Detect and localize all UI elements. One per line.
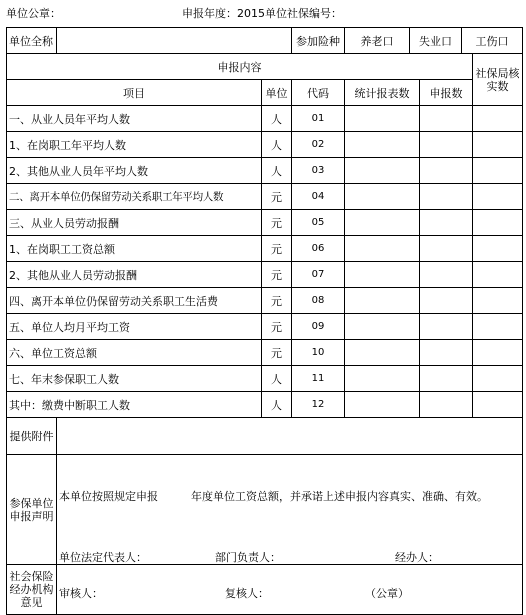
item-name: 六、单位工资总额 [7, 340, 262, 366]
item-name: 其中：缴费中断职工人数 [7, 392, 262, 418]
declaration-year-label: 申报年度：2015单位社保编号： [182, 7, 342, 20]
item-code: 04 [292, 184, 345, 210]
item-name: 三、从业人员劳动报酬 [7, 210, 262, 236]
unemployment-checkbox[interactable]: 失业口 [410, 28, 462, 54]
stat-cell[interactable] [345, 132, 420, 158]
table-row [7, 158, 523, 184]
item-unit: 人 [262, 158, 292, 184]
col-unit-header: 单位 [262, 80, 292, 106]
stat-cell[interactable] [345, 288, 420, 314]
stat-cell[interactable] [345, 314, 420, 340]
verify-cell[interactable] [473, 106, 523, 132]
verify-cell[interactable] [473, 340, 523, 366]
table-row [7, 392, 523, 418]
table-row [7, 340, 523, 366]
table-row [7, 314, 523, 340]
stat-cell[interactable] [345, 392, 420, 418]
item-code: 05 [292, 210, 345, 236]
stat-cell[interactable] [345, 158, 420, 184]
verify-cell[interactable] [473, 184, 523, 210]
stat-cell[interactable] [345, 236, 420, 262]
col-item-header: 项目 [7, 80, 262, 106]
table-row [7, 366, 523, 392]
col-declared-header: 申报数 [420, 80, 473, 106]
declared-cell[interactable] [420, 132, 473, 158]
agency-opinion-area [57, 565, 523, 615]
unit-name-label: 单位全称 [7, 28, 57, 54]
stat-cell[interactable] [345, 340, 420, 366]
legal-rep-label: 单位法定代表人： [59, 551, 147, 564]
declared-cell[interactable] [420, 210, 473, 236]
item-name: 五、单位人均月平均工资 [7, 314, 262, 340]
item-code: 10 [292, 340, 345, 366]
verify-header: 社保局核实数 [473, 54, 523, 106]
declared-cell[interactable] [420, 184, 473, 210]
item-unit: 人 [262, 132, 292, 158]
item-unit: 元 [262, 236, 292, 262]
item-code: 07 [292, 262, 345, 288]
declared-cell[interactable] [420, 314, 473, 340]
declared-cell[interactable] [420, 366, 473, 392]
item-unit: 元 [262, 314, 292, 340]
item-unit: 人 [262, 366, 292, 392]
item-code: 09 [292, 314, 345, 340]
declaration-form [6, 27, 523, 615]
injury-checkbox[interactable]: 工伤口 [462, 28, 523, 54]
item-code: 11 [292, 366, 345, 392]
item-code: 06 [292, 236, 345, 262]
verify-cell[interactable] [473, 158, 523, 184]
item-code: 08 [292, 288, 345, 314]
declared-cell[interactable] [420, 392, 473, 418]
item-code: 12 [292, 392, 345, 418]
insurance-type-label: 参加险种 [292, 28, 345, 54]
attachments-label: 提供附件 [7, 418, 57, 455]
table-row [7, 106, 523, 132]
attachments-field[interactable] [57, 418, 523, 455]
declared-cell[interactable] [420, 340, 473, 366]
declaration-content-label: 申报内容 [7, 54, 473, 80]
stat-cell[interactable] [345, 262, 420, 288]
table-row [7, 132, 523, 158]
item-unit: 元 [262, 210, 292, 236]
verify-cell[interactable] [473, 366, 523, 392]
statement-text: 本单位按照规定申报 年度单位工资总额，并承诺上述申报内容真实、准确、有效。 [59, 490, 488, 503]
declared-cell[interactable] [420, 288, 473, 314]
seal-label: 单位公章： [6, 7, 61, 20]
stat-cell[interactable] [345, 210, 420, 236]
table-row [7, 210, 523, 236]
item-name: 2、其他从业人员劳动报酬 [7, 262, 262, 288]
item-code: 03 [292, 158, 345, 184]
item-name: 2、其他从业人员年平均人数 [7, 158, 262, 184]
table-row [7, 262, 523, 288]
handler-label: 经办人： [395, 551, 439, 564]
reviewer-label: 审核人： [59, 587, 103, 600]
item-name: 四、离开本单位仍保留劳动关系职工生活费 [7, 288, 262, 314]
item-unit: 元 [262, 184, 292, 210]
verify-cell[interactable] [473, 132, 523, 158]
table-row [7, 288, 523, 314]
unit-name-value[interactable] [57, 28, 292, 54]
official-seal-label: （公章） [365, 587, 409, 600]
declared-cell[interactable] [420, 158, 473, 184]
dept-head-label: 部门负责人： [215, 551, 281, 564]
stat-cell[interactable] [345, 106, 420, 132]
item-unit: 元 [262, 288, 292, 314]
verify-cell[interactable] [473, 210, 523, 236]
statement-label: 参保单位申报声明 [7, 455, 57, 565]
col-stat-header: 统计报表数 [345, 80, 420, 106]
item-code: 01 [292, 106, 345, 132]
verify-cell[interactable] [473, 314, 523, 340]
declared-cell[interactable] [420, 236, 473, 262]
table-row [7, 184, 523, 210]
item-unit: 元 [262, 340, 292, 366]
stat-cell[interactable] [345, 366, 420, 392]
item-name: 七、年末参保职工人数 [7, 366, 262, 392]
verify-cell[interactable] [473, 288, 523, 314]
declared-cell[interactable] [420, 262, 473, 288]
item-unit: 人 [262, 392, 292, 418]
table-row [7, 236, 523, 262]
item-name: 一、从业人员年平均人数 [7, 106, 262, 132]
item-name: 二、离开本单位仍保留劳动关系职工年平均人数 [7, 184, 262, 210]
verify-cell[interactable] [473, 392, 523, 418]
agency-opinion-label: 社会保险经办机构意见 [7, 565, 57, 615]
pension-checkbox[interactable]: 养老口 [345, 28, 410, 54]
item-unit: 元 [262, 262, 292, 288]
declared-cell[interactable] [420, 106, 473, 132]
stat-cell[interactable] [345, 184, 420, 210]
verify-cell[interactable] [473, 262, 523, 288]
item-name: 1、在岗职工工资总额 [7, 236, 262, 262]
item-name: 1、在岗职工年平均人数 [7, 132, 262, 158]
item-code: 02 [292, 132, 345, 158]
checker-label: 复核人： [225, 587, 269, 600]
col-code-header: 代码 [292, 80, 345, 106]
verify-cell[interactable] [473, 236, 523, 262]
statement-area [57, 455, 523, 565]
item-unit: 人 [262, 106, 292, 132]
